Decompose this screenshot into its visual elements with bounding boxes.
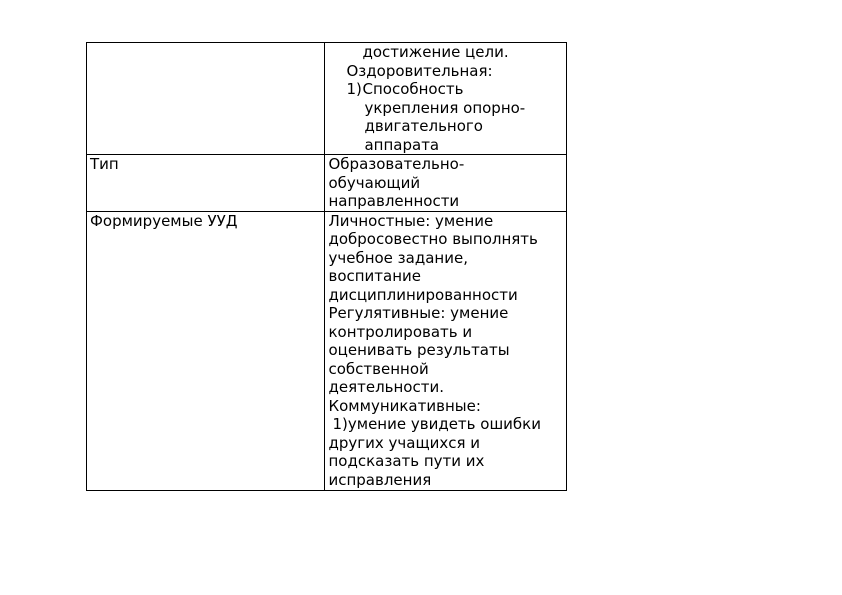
type-value-line: обучающий <box>328 173 421 192</box>
type-value-line: Образовательно- <box>328 155 465 173</box>
uud-line: воспитание <box>328 267 422 285</box>
list-line: Способность <box>362 80 464 98</box>
list-line: аппарата <box>364 135 440 154</box>
list-line: двигательного <box>364 117 483 135</box>
list-number: 1) <box>346 80 362 98</box>
uud-line: контролировать и <box>328 322 473 341</box>
lesson-table <box>86 42 567 491</box>
table-cell-type-value <box>325 155 567 212</box>
uud-line: Регулятивные: умение <box>328 304 509 322</box>
uud-line: учебное задание, <box>328 248 468 267</box>
uud-line: исправления <box>328 470 432 489</box>
uud-line: собственной <box>328 359 429 378</box>
uud-line: других учащихся и <box>328 433 481 452</box>
continuation-text: достижение цели. <box>362 43 509 61</box>
type-label: Тип <box>90 155 119 173</box>
list-line: укрепления опорно- <box>364 98 526 117</box>
type-value-line: направленности <box>328 192 460 210</box>
list-text <box>362 80 525 154</box>
table-cell-type-label <box>87 155 325 212</box>
uud-line: дисциплинированности <box>328 285 518 304</box>
table-cell-uud-label <box>87 211 325 490</box>
uud-line: 1)умение увидеть ошибки <box>332 415 541 433</box>
uud-line: Коммуникативные: <box>328 396 481 415</box>
uud-line: деятельности. <box>328 378 444 396</box>
table-row <box>87 155 567 212</box>
uud-line: добросовестно выполнять <box>328 230 538 248</box>
health-label: Оздоровительная: <box>346 61 493 80</box>
table-cell-uud-value <box>325 211 567 490</box>
uud-line: подсказать пути их <box>328 452 485 470</box>
table-cell-empty <box>87 43 325 155</box>
uud-line: оценивать результаты <box>328 341 510 359</box>
table-cell-goal-continuation <box>325 43 567 155</box>
numbered-list-item <box>328 80 566 154</box>
uud-line: Личностные: умение <box>328 211 494 230</box>
table-row <box>87 43 567 155</box>
table-row <box>87 211 567 490</box>
uud-label: Формируемые УУД <box>90 211 238 230</box>
